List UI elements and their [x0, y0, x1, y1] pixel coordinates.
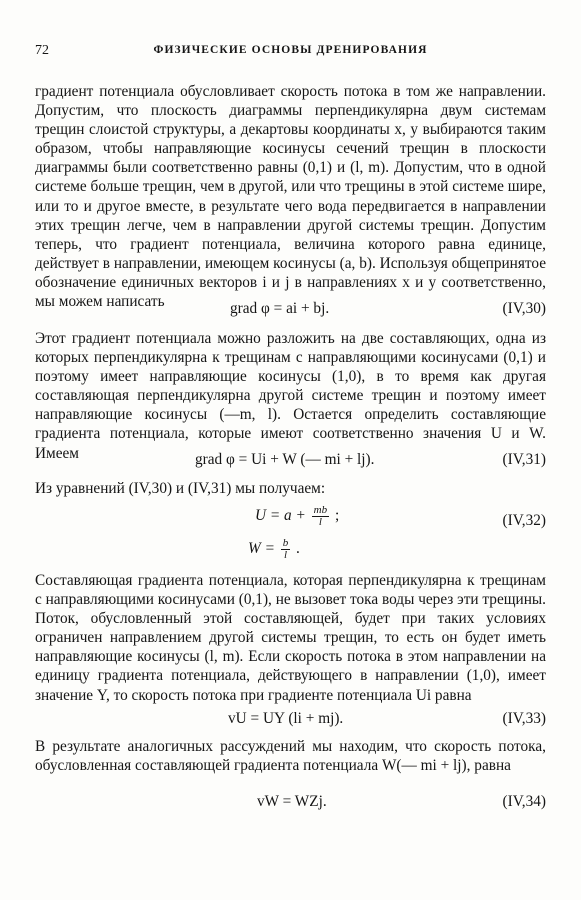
fraction-denominator: l	[283, 549, 287, 561]
equation-iv-31	[35, 449, 546, 471]
equation-number: (IV,30)	[502, 300, 546, 317]
equation-iv-30	[35, 298, 546, 320]
equation-tail: .	[296, 540, 300, 558]
fraction-numerator: b	[282, 537, 289, 549]
equation-formula: grad φ = Ui + W (— mi + lj).	[195, 451, 375, 468]
equation-iv-34	[35, 791, 546, 813]
equation-formula: vU = UY (li + mj).	[228, 710, 344, 727]
equation-tail: ;	[334, 507, 340, 525]
paragraph-1: градиент потенциала обусловливает скорость потока в том же направлении. Допустим, что плоскость диаграммы перпендикулярна двум системам трещин слоистой структуры, а декартовы координаты x, y выбираются таким образом, чтобы направляющие косинусы сечений трещин в плоскости диаграммы были соответственно равны (0,1) и (l, m). Допустим, что в одной системе больше трещин, чем в другой, или что трещины в этой системе шире, или то и другое вместе, в результате чего вода передвигается в направлении этих трещин легче, чем в направлении другой системы трещин. Допустим теперь, что градиент потенциала, величина которого равна единице, действует в направлении, имеющем косинусы (a, b). Используя общепринятое обозначение единичных векторов i и j в направлениях x и y соответственно, мы можем написать	[35, 83, 546, 311]
equation-number: (IV,33)	[502, 710, 546, 727]
page-header	[35, 43, 546, 61]
equation-formula	[255, 505, 339, 528]
equation-iv-32-u	[35, 505, 546, 535]
equation-formula: vW = WZj.	[257, 793, 327, 810]
paragraph-2: Этот градиент потенциала можно разложить на две составляющих, одна из которых перпендикулярна к трещинам с направляющими косинусами (0,1) и поэтому имеет направляющие косинусы (1,0), в то время как другая составляющая перпендикулярна другой системе трещин и поэтому имеет направляющие косинусы (—m, l). Остается определить составляющие градиента потенциала, которые имеют соответственно значения U и W. Имеем	[35, 330, 546, 462]
fraction-denominator: l	[318, 516, 322, 528]
equation-number: (IV,32)	[502, 512, 546, 529]
equation-number: (IV,31)	[502, 451, 546, 468]
equation-lhs: W =	[248, 540, 275, 558]
equation-formula: grad φ = ai + bj.	[230, 300, 330, 317]
fraction-numerator: mb	[313, 504, 328, 516]
fraction	[312, 505, 329, 528]
equation-lhs: U = a +	[255, 507, 306, 525]
page-number: 72	[35, 43, 49, 58]
running-title: ФИЗИЧЕСКИЕ ОСНОВЫ ДРЕНИРОВАНИЯ	[153, 44, 428, 56]
equation-number: (IV,34)	[502, 793, 546, 810]
equation-iv-33	[35, 708, 546, 730]
equation-formula	[248, 538, 300, 561]
paragraph-3: Из уравнений (IV,30) и (IV,31) мы получаем:	[35, 480, 326, 497]
paragraph-5: В результате аналогичных рассуждений мы находим, что скорость потока, обусловленная составляющей градиента потенциала W(— mi + lj), равна	[35, 738, 546, 775]
equation-iv-32-w	[35, 538, 546, 568]
paragraph-4: Составляющая градиента потенциала, которая перпендикулярна к трещинам с направляющими косинусами (0,1), не вызовет тока воды через эти трещины. Поток, обусловленный этой составляющей, будет при таких условиях ограничен направлением другой системы трещин, то есть он будет иметь направляющие косинусы (l, m). Если скорость потока в этом направлении на единицу градиента потенциала, действующего в направлении (1,0), имеет значение Y, то скорость потока при градиенте потенциала Ui равна	[35, 572, 546, 704]
fraction	[281, 538, 291, 561]
